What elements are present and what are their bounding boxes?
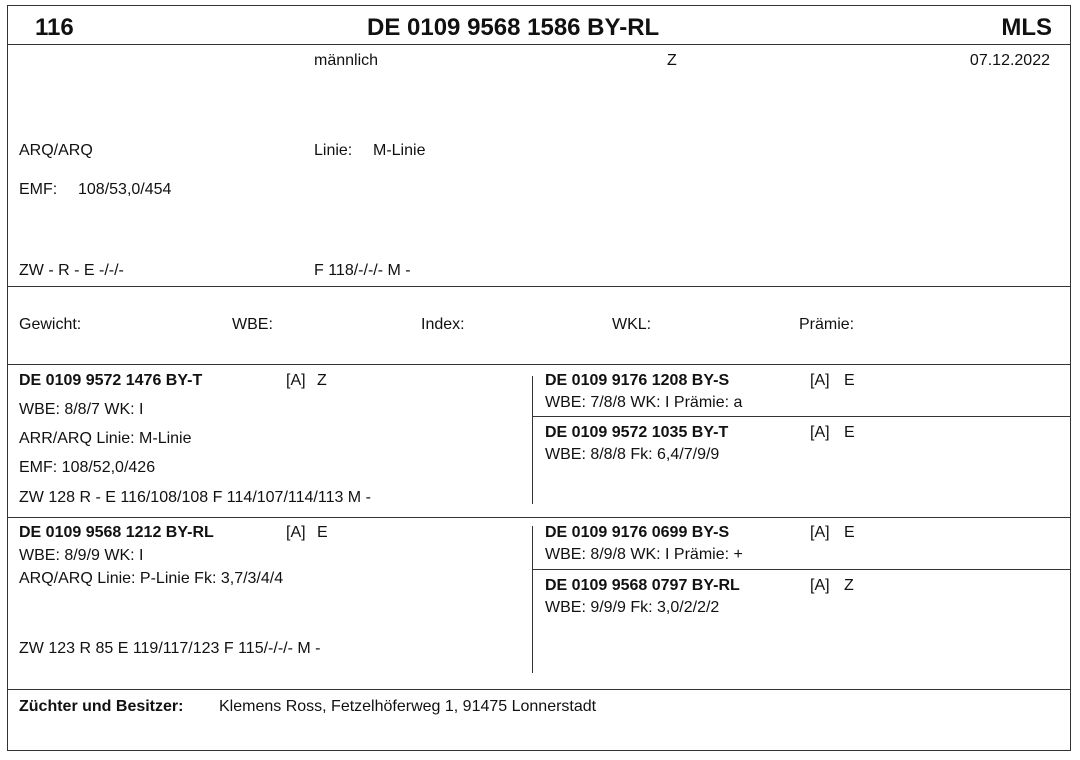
sire-column-divider	[532, 376, 533, 504]
sire-emf: EMF: 108/52,0/426	[19, 459, 156, 476]
sire-dam-id: DE 0109 9572 1035 BY-T	[545, 424, 729, 441]
pedigree-card	[7, 5, 1071, 751]
premium-label: Prämie:	[799, 316, 855, 333]
header-divider	[8, 44, 1070, 45]
dam-sire-mark: E	[844, 524, 855, 541]
line-label: Linie:	[314, 142, 353, 159]
dam-mark: E	[317, 524, 328, 541]
animal-id: DE 0109 9568 1586 BY-RL	[367, 14, 660, 41]
emf-label: EMF:	[19, 181, 58, 198]
dam-dam-wbe: WBE: 9/9/9 Fk: 3,0/2/2/2	[545, 599, 720, 616]
sex: männlich	[314, 52, 379, 69]
sire-sire-wbe: WBE: 7/8/8 WK: I Prämie: a	[545, 394, 743, 411]
sire-breeding-values: ZW 128 R - E 116/108/108 F 114/107/114/113 M -	[19, 489, 371, 506]
lot-number: 116	[35, 14, 74, 41]
dam-dam-mark: Z	[844, 577, 854, 594]
sire-sire-id: DE 0109 9176 1208 BY-S	[545, 372, 730, 389]
sire-mark: Z	[317, 372, 327, 389]
dam-sire-id: DE 0109 9176 0699 BY-S	[545, 524, 730, 541]
dam-id: DE 0109 9568 1212 BY-RL	[19, 524, 214, 541]
line-value: M-Linie	[373, 142, 426, 159]
sire-dam-wbe: WBE: 8/8/8 Fk: 6,4/7/9/9	[545, 446, 720, 463]
date: 07.12.2022	[969, 52, 1050, 69]
breeding-values: ZW - R - E -/-/-	[19, 262, 124, 279]
dam-divider	[8, 689, 1070, 690]
sire-tag: [A]	[286, 372, 306, 389]
sire-id: DE 0109 9572 1476 BY-T	[19, 372, 203, 389]
dam-tag: [A]	[286, 524, 306, 541]
dam-sub-divider	[533, 569, 1070, 570]
sire-dam-mark: E	[844, 424, 855, 441]
mark: Z	[667, 52, 677, 69]
wkl-label: WKL:	[612, 316, 652, 333]
index-label: Index:	[421, 316, 465, 333]
breeder-value: Klemens Ross, Fetzelhöferweg 1, 91475 Lonnerstadt	[219, 698, 597, 715]
breed-code: MLS	[1001, 14, 1052, 41]
dam-genotype: ARQ/ARQ Linie: P-Linie Fk: 3,7/3/4/4	[19, 570, 284, 587]
sire-genotype: ARR/ARQ Linie: M-Linie	[19, 430, 192, 447]
fertility-values: F 118/-/-/- M -	[314, 262, 411, 279]
sire-divider	[8, 517, 1070, 518]
wbe-label: WBE:	[232, 316, 273, 333]
dam-sire-tag: [A]	[810, 524, 830, 541]
breeder-label: Züchter und Besitzer:	[19, 698, 184, 715]
dam-breeding-values: ZW 123 R 85 E 119/117/123 F 115/-/-/- M -	[19, 640, 321, 657]
dam-dam-tag: [A]	[810, 577, 830, 594]
info-divider	[8, 286, 1070, 287]
dam-column-divider	[532, 526, 533, 673]
sire-wbe: WBE: 8/8/7 WK: I	[19, 401, 144, 418]
weight-label: Gewicht:	[19, 316, 82, 333]
dam-sire-wbe: WBE: 8/9/8 WK: I Prämie: +	[545, 546, 743, 563]
genotype: ARQ/ARQ	[19, 142, 93, 159]
sire-sub-divider	[533, 416, 1070, 417]
dam-wbe: WBE: 8/9/9 WK: I	[19, 547, 144, 564]
emf-value: 108/53,0/454	[78, 181, 172, 198]
fields-divider	[8, 364, 1070, 365]
sire-sire-tag: [A]	[810, 372, 830, 389]
dam-dam-id: DE 0109 9568 0797 BY-RL	[545, 577, 740, 594]
sire-dam-tag: [A]	[810, 424, 830, 441]
sire-sire-mark: E	[844, 372, 855, 389]
